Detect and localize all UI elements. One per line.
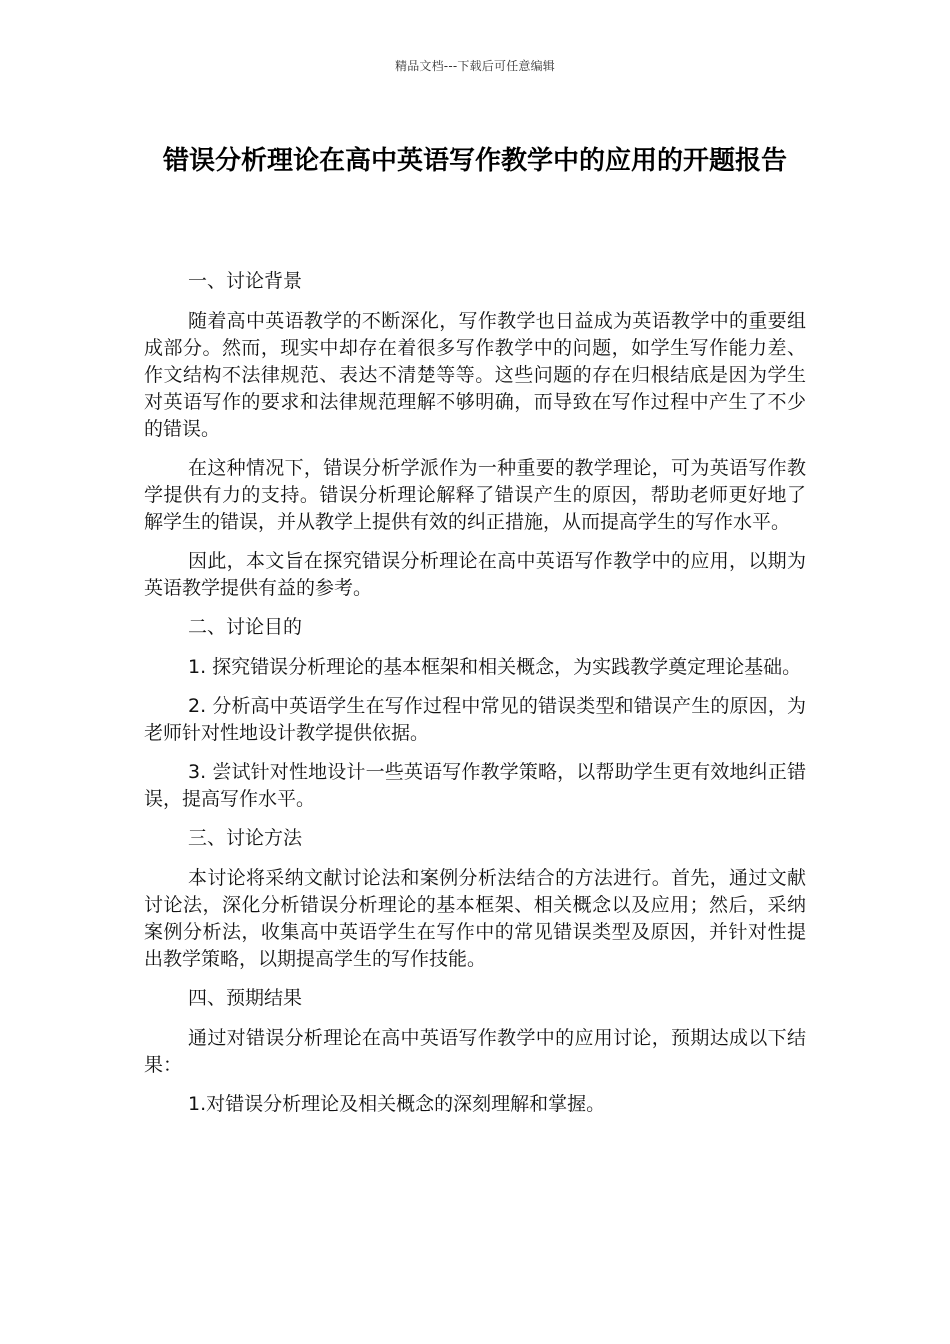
title-block	[140, 134, 810, 189]
background-paragraph: 在这种情况下，错误分析学派作为一种重要的教学理论，可为英语写作教学提供有力的支持。错误分析理论解释了错误产生的原因，帮助老师更好地了解学生的错误，并从教学上提供有效的纠正措施，从而提高学生的写作水平。	[144, 457, 806, 533]
background-paragraph: 因此，本文旨在探究错误分析理论在高中英语写作教学中的应用，以期为英语教学提供有益的参考。	[144, 550, 806, 599]
purpose-item: 2. 分析高中英语学生在写作过程中常见的错误类型和错误产生的原因，为老师针对性地设计教学提供依据。	[144, 695, 806, 744]
background-paragraph: 随着高中英语教学的不断深化，写作教学也日益成为英语教学中的重要组成部分。然而，现实中却存在着很多写作教学中的问题，如学生写作能力差、作文结构不法律规范、表达不清楚等等。这些问题的存在归根结底是因为学生对英语写作的要求和法律规范理解不够明确，而导致在写作过程中产生了不少的错误。	[144, 310, 806, 440]
section-heading-results: 四、预期结果	[188, 987, 303, 1009]
document-title: 错误分析理论在高中英语写作教学中的应用的开题报告	[162, 146, 787, 176]
document-body	[144, 268, 806, 1130]
results-intro: 通过对错误分析理论在高中英语写作教学中的应用讨论，预期达成以下结果：	[144, 1027, 806, 1076]
header-note: 精品文档---下载后可任意编辑	[395, 59, 555, 73]
section-heading-method: 三、讨论方法	[188, 827, 303, 849]
method-paragraph: 本讨论将采纳文献讨论法和案例分析法结合的方法进行。首先，通过文献讨论法，深化分析错误分析理论的基本框架、相关概念以及应用；然后，采纳案例分析法，收集高中英语学生在写作中的常见错误类型及原因，并针对性提出教学策略，以期提高学生的写作技能。	[144, 867, 806, 970]
section-heading-purpose: 二、讨论目的	[188, 616, 303, 638]
results-item: 1.对错误分析理论及相关概念的深刻理解和掌握。	[188, 1093, 606, 1115]
section-heading-background: 一、讨论背景	[188, 270, 303, 292]
purpose-item: 1. 探究错误分析理论的基本框架和相关概念，为实践教学奠定理论基础。	[188, 656, 802, 678]
purpose-item: 3. 尝试针对性地设计一些英语写作教学策略，以帮助学生更有效地纠正错误，提高写作水平。	[144, 761, 806, 810]
